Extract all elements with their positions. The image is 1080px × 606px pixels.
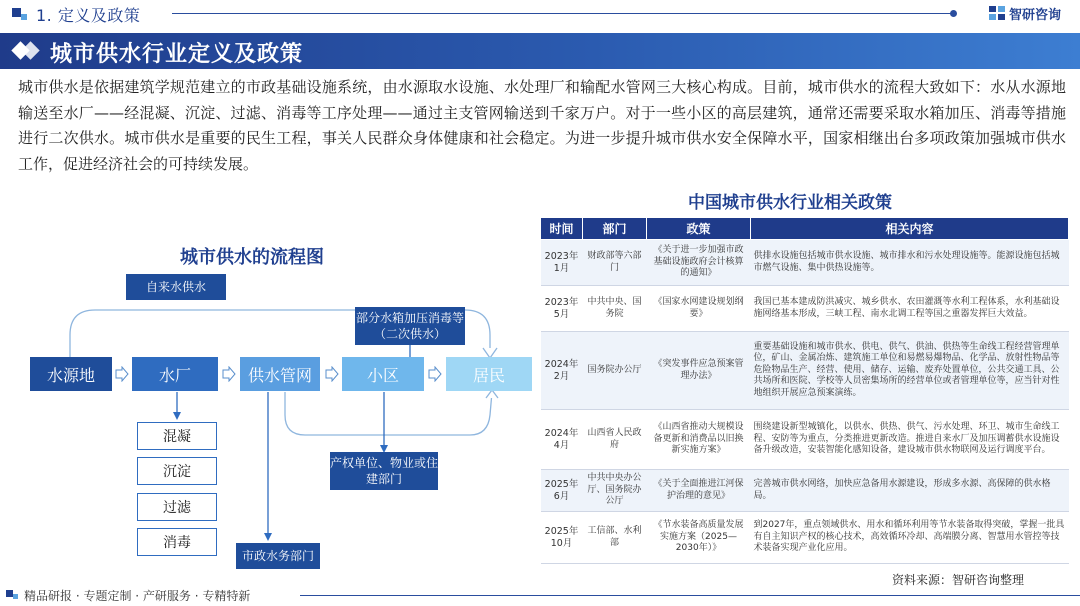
table-row bbox=[541, 286, 1069, 332]
cell-content: 供排水设施包括城市供水设施、城市排水和污水处理设施等。能源设施包括城市燃气设施、集中供热设施等。 bbox=[751, 240, 1069, 286]
process-filtration: 过滤 bbox=[137, 493, 217, 521]
pressurize-label: 部分水箱加压消毒等（二次供水） bbox=[355, 307, 465, 345]
arrow-right-icon bbox=[428, 366, 442, 382]
header-policy: 政策 bbox=[647, 218, 751, 240]
cell-content: 完善城市供水网络，加快应急备用水源建设，形成多水源、高保障的供水格局。 bbox=[751, 470, 1069, 512]
header-dept: 部门 bbox=[583, 218, 647, 240]
cell-policy: 《国家水网建设规划纲要》 bbox=[647, 286, 751, 332]
arrow-right-icon bbox=[325, 366, 339, 382]
flow-title: 城市供水的流程图 bbox=[180, 247, 324, 268]
flow-node-residents: 居民 bbox=[446, 357, 532, 391]
cell-time: 2024年2月 bbox=[541, 332, 583, 410]
flow-node-community: 小区 bbox=[342, 357, 424, 391]
logo-icon bbox=[988, 4, 1006, 22]
process-disinfection: 消毒 bbox=[137, 528, 217, 556]
title-bar bbox=[0, 33, 1080, 69]
header-divider-dot bbox=[950, 10, 957, 17]
self-supply-label: 自来水供水 bbox=[126, 274, 226, 300]
cell-policy: 《山西省推动大规模设备更新和消费品以旧换新实施方案》 bbox=[647, 410, 751, 470]
footer-text: 精品研报 · 专题定制 · 产研服务 · 专精特新 bbox=[24, 589, 251, 603]
cell-content: 到2027年，重点领域供水、用水和循环利用等节水装备取得突破，掌握一批具有自主知识产权的核心技术，高效循环冷却、高端膜分离、智慧用水管控等技术装备实现产业化应用。 bbox=[751, 512, 1069, 564]
table-row bbox=[541, 512, 1069, 564]
footer-divider bbox=[300, 595, 1080, 596]
table-row bbox=[541, 470, 1069, 512]
cell-policy: 《节水装备高质量发展实施方案（2025—2030年）》 bbox=[647, 512, 751, 564]
logo-text: 智研咨询 bbox=[1009, 8, 1062, 23]
property-label: 产权单位、物业或住建部门 bbox=[330, 452, 438, 490]
section-title: 1. 定义及政策 bbox=[36, 6, 141, 25]
cell-time: 2024年4月 bbox=[541, 410, 583, 470]
cell-content: 重要基础设施和城市供水、供电、供气、供油、供热等生命线工程经营管理单位，矿山、金属冶炼、建筑施工单位和易燃易爆物品、化学品、放射性物品等危险物品生产、经营、使用、储存、运输、废弃处置单位，公共交通工具、公共场所和医院、学校等人员密集场所的经营单位或者管理单位等，应当针对性地组织开展应急预案演练。 bbox=[751, 332, 1069, 410]
arrow-right-icon bbox=[115, 366, 129, 382]
cell-policy: 《突发事件应急预案管理办法》 bbox=[647, 332, 751, 410]
policy-table-header bbox=[541, 218, 1069, 240]
cell-content: 围绕建设新型城镇化，以供水、供热、供气、污水处理、环卫、城市生命线工程、安防等为重点，分类推进更新改造。推进自来水厂及加压调蓄供水设施设备升级改造，安装智能化感知设备，建设城市供水物联网及运行调度平台。 bbox=[751, 410, 1069, 470]
footer-square-accent-icon bbox=[13, 594, 18, 599]
header-divider bbox=[172, 13, 952, 14]
header-time: 时间 bbox=[541, 218, 583, 240]
policy-table bbox=[540, 217, 1069, 564]
cell-policy: 《关于进一步加强市政基础设施政府会计核算的通知》 bbox=[647, 240, 751, 286]
cell-time: 2023年5月 bbox=[541, 286, 583, 332]
table-row bbox=[541, 410, 1069, 470]
cell-time: 2023年1月 bbox=[541, 240, 583, 286]
header-square-icon bbox=[12, 8, 21, 17]
footer-square-icon bbox=[6, 590, 13, 597]
cell-dept: 山西省人民政府 bbox=[583, 410, 647, 470]
process-coagulation: 混凝 bbox=[137, 422, 217, 450]
section-header bbox=[0, 0, 1080, 28]
flow-connectors bbox=[0, 220, 525, 585]
flow-node-pipe-network: 供水管网 bbox=[240, 357, 320, 391]
header-square-accent-icon bbox=[21, 14, 27, 20]
cell-dept: 国务院办公厅 bbox=[583, 332, 647, 410]
flow-node-water-source: 水源地 bbox=[30, 357, 112, 391]
municipal-label: 市政水务部门 bbox=[236, 543, 320, 569]
cell-time: 2025年10月 bbox=[541, 512, 583, 564]
flow-node-water-plant: 水厂 bbox=[132, 357, 218, 391]
cell-dept: 工信部、水利部 bbox=[583, 512, 647, 564]
arrow-right-icon bbox=[222, 366, 236, 382]
cell-content: 我国已基本建成防洪减灾、城乡供水、农田灌溉等水利工程体系，水利基础设施网络基本形成，三峡工程、南水北调工程等国之重器发挥巨大效益。 bbox=[751, 286, 1069, 332]
cell-time: 2025年6月 bbox=[541, 470, 583, 512]
table-row bbox=[541, 332, 1069, 410]
page-title: 城市供水行业定义及政策 bbox=[50, 42, 304, 67]
footer bbox=[0, 585, 1080, 606]
process-sedimentation: 沉淀 bbox=[137, 457, 217, 485]
cell-policy: 《关于全面推进江河保护治理的意见》 bbox=[647, 470, 751, 512]
cell-dept: 中共中央、国务院 bbox=[583, 286, 647, 332]
cell-dept: 财政部等六部门 bbox=[583, 240, 647, 286]
cell-dept: 中共中央办公厅、国务院办公厅 bbox=[583, 470, 647, 512]
policy-table-title: 中国城市供水行业相关政策 bbox=[688, 193, 892, 213]
table-row bbox=[541, 240, 1069, 286]
source-note: 资料来源：智研咨询整理 bbox=[892, 573, 1025, 587]
header-content: 相关内容 bbox=[751, 218, 1069, 240]
intro-paragraph: 城市供水是依据建筑学规范建立的市政基础设施系统，由水源取水设施、水处理厂和输配水管网三大核心构成。目前，城市供水的流程大致如下：水从水源地输送至水厂——经混凝、沉淀、过滤、消毒等工序处理——通过主支管网输送到千家万户。对于一些小区的高层建筑，通常还需要采取水箱加压、消毒等措施进行二次供水。城市供水是重要的民生工程，事关人民群众身体健康和社会稳定。为进一步提升城市供水安全保障水平，国家相继出台多项政策加强城市供水工作，促进经济社会的可持续发展。 bbox=[18, 78, 1066, 173]
